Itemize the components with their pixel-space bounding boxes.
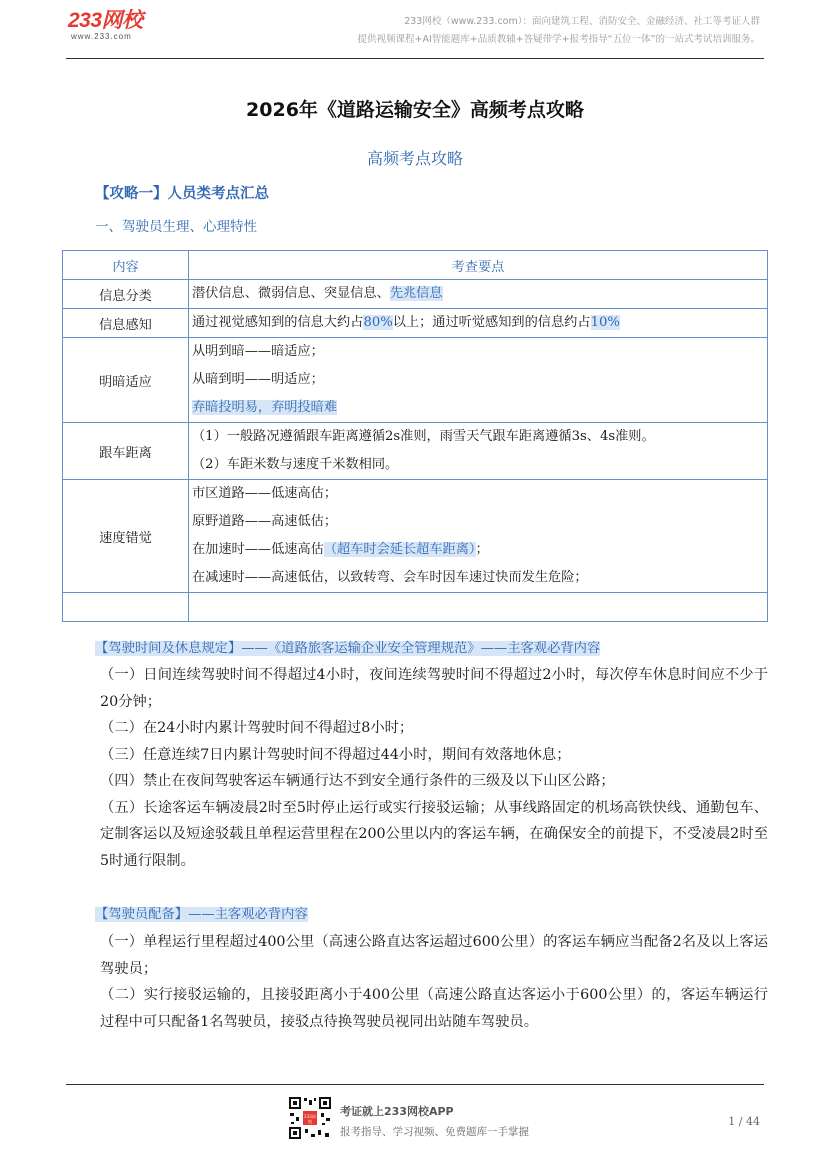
table-row-label: 速度错觉 (63, 480, 189, 593)
section-heading: 【攻略一】人员类考点汇总 (95, 186, 269, 202)
paragraph: （一）单程运行里程超过400公里（高速公路直达客运超过600公里）的客运车辆应当配备2名及以上客运驾驶员； (100, 934, 768, 977)
document-title: 2026年《道路运输安全》高频考点攻略 (246, 99, 584, 121)
document-subtitle: 高频考点攻略 (366, 149, 463, 168)
table-cell-line: 通过视觉感知到的信息大约占80%以上；通过听觉感知到的信息约占10% (192, 315, 620, 330)
table-header-row (63, 251, 768, 280)
qr-badge-text: 233网校 (304, 1114, 316, 1124)
key-points-table (62, 250, 768, 622)
table-row (63, 423, 768, 480)
table-row (63, 309, 768, 338)
section-body-driving-time (62, 662, 768, 874)
header-divider (66, 58, 764, 59)
table-row-points (189, 338, 768, 423)
table-row (63, 593, 768, 622)
highlighted-text: （超车时会延长超车距离） (323, 542, 476, 557)
subsection-heading: 一、驾驶员生理、心理特性 (95, 219, 257, 235)
paragraph: （三）任意连续7日内累计驾驶时间不得超过44小时，期间有效落地休息； (100, 746, 571, 763)
highlighted-text: 弃暗投明易，弃明投暗难 (192, 400, 338, 415)
table-row-points (189, 309, 768, 338)
table-row-points (189, 593, 768, 622)
highlighted-text: 先兆信息 (389, 286, 443, 301)
table-cell-line: 从暗到明——明适应； (192, 372, 324, 387)
section-body-driver-staffing (62, 929, 768, 1035)
logo-url: www.233.com (71, 32, 132, 41)
paragraph: （五）长途客运车辆凌晨2时至5时停止运行或实行接驳运输；从事线路固定的机场高铁快线、通勤包车、定制客运以及短途驳载且单程运营里程在200公里以内的客运车辆，在确保安全的前提下，不受凌晨2时至5时通行限制。 (100, 799, 768, 869)
table-row (63, 338, 768, 423)
table-row-label: 信息感知 (63, 309, 189, 338)
table-cell-line: 潜伏信息、微弱信息、突显信息、先兆信息 (192, 286, 443, 301)
section-heading-driving-time (95, 637, 600, 656)
table-cell-line (192, 593, 767, 621)
qr-code-icon[interactable] (288, 1096, 332, 1140)
table-cell-line: （1）一般路况遵循跟车距离遵循2s准则，雨雪天气跟车距离遵循3s、4s准则。 (192, 429, 655, 444)
page-indicator: 1 / 44 (728, 1115, 760, 1128)
header-tagline (358, 13, 761, 49)
table-row-label: 信息分类 (63, 280, 189, 309)
footer-divider (66, 1084, 764, 1085)
section-heading-driving-time-text: 【驾驶时间及休息规定】——《道路旅客运输企业安全管理规范》——主客观必背内容 (95, 641, 601, 656)
table-cell-line: 在加速时——低速高估（超车时会延长超车距离）； (192, 542, 489, 557)
logo-text: 233网校 (68, 9, 143, 32)
table-cell-line: 原野道路——高速低估； (192, 514, 338, 529)
table-row-points (189, 480, 768, 593)
paragraph: （四）禁止在夜间驾驶客运车辆通行达不到安全通行条件的三级及以下山区公路； (100, 773, 615, 789)
table-header-points: 考查要点 (189, 251, 768, 280)
table-cell-line: （2）车距米数与速度千米数相同。 (192, 457, 399, 472)
table-row-points (189, 423, 768, 480)
table-cell-line: 在减速时——高速低估，以致转弯、会车时因车速过快而发生危险； (192, 570, 588, 585)
paragraph: （二）实行接驳运输的，且接驳距离小于400公里（高速公路直达客运小于600公里）的，客运车辆运行过程中可只配备1名驾驶员，接驳点待换驾驶员视同出站随车驾驶员。 (100, 987, 768, 1030)
table-cell-line: 市区道路——低速高估； (192, 486, 338, 501)
table-row-label: 明暗适应 (63, 338, 189, 423)
table-row-label: 跟车距离 (63, 423, 189, 480)
table-cell-line (192, 394, 767, 422)
table-row-label (63, 593, 189, 622)
table-header-content: 内容 (63, 251, 189, 280)
table-row-points (189, 280, 768, 309)
highlighted-text: 10% (590, 315, 620, 330)
section-heading-driver-staffing-text: 【驾驶员配备】——主客观必背内容 (95, 907, 308, 922)
highlighted-text: 80% (363, 315, 393, 330)
table-row (63, 480, 768, 593)
section-heading-driver-staffing (95, 903, 308, 922)
footer-app-promo: 考证就上233网校APP (340, 1105, 454, 1118)
site-logo[interactable] (68, 10, 168, 44)
table-row (63, 280, 768, 309)
paragraph: （一）日间连续驾驶时间不得超过4小时，夜间连续驾驶时间不得超过2小时，每次停车休息时间应不少于20分钟； (100, 667, 768, 710)
table-cell-line: 从明到暗——暗适应； (192, 344, 324, 359)
footer-app-features: 报考指导、学习视频、免费题库一手掌握 (340, 1126, 529, 1138)
header-tagline-line2: 提供视频课程+AI智能题库+品质教辅+答疑带学+报考指导“五位一体”的一站式考试培训服务。 (357, 34, 760, 45)
paragraph: （二）在24小时内累计驾驶时间不得超过8小时； (100, 720, 414, 736)
header-tagline-line1: 233网校（www.233.com）：面向建筑工程、消防安全、金融经济、社工等考证人群 (404, 16, 760, 27)
